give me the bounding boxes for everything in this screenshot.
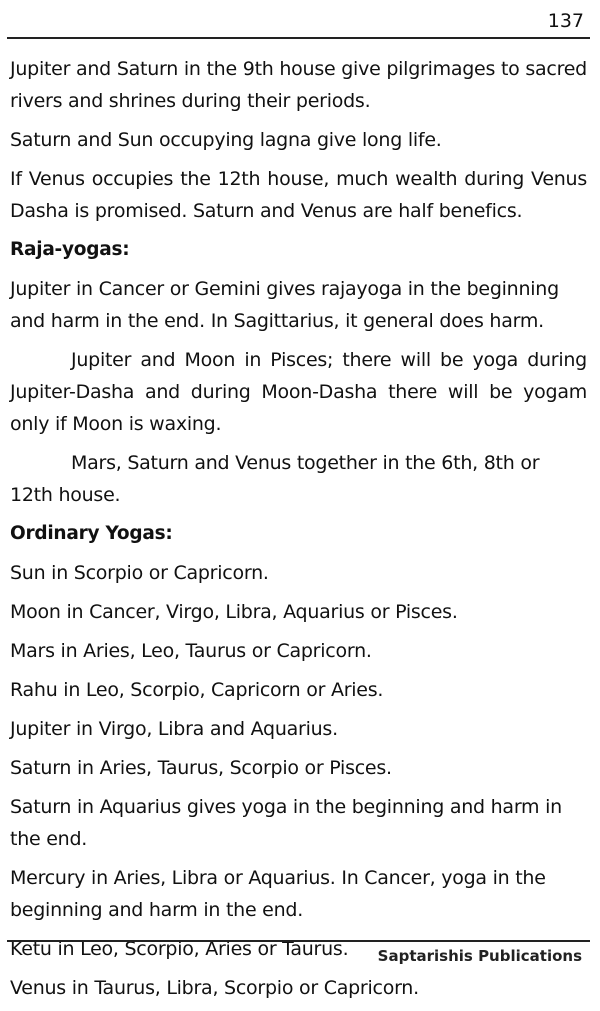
list-item: Ketu in Leo, Scorpio, Aries or Taurus. [10,938,349,960]
list-item: Jupiter in Virgo, Libra and Aquarius. [10,718,338,740]
section-heading-raja-yogas: Raja-yogas: [10,239,130,260]
paragraph: Jupiter and Moon in Pisces; there will be yoga during Jupiter-Dasha and during Moon-Dasha there will be yogam only if Moon is waxing. [10,349,587,435]
list-item: Rahu in Leo, Scorpio, Capricorn or Aries. [10,679,384,701]
section-heading-ordinary-yogas: Ordinary Yogas: [10,523,173,544]
footer-rule [7,940,590,942]
page-body [10,53,587,1011]
paragraph: Mars, Saturn and Venus together in the 6th, 8th or 12th house. [10,452,540,506]
paragraph: If Venus occupies the 12th house, much wealth during Venus Dasha is promised. Saturn and Venus are half benefics. [10,168,587,222]
list-item: Saturn in Aries, Taurus, Scorpio or Pisces. [10,757,392,779]
paragraph: Saturn and Sun occupying lagna give long life. [10,129,442,151]
page-number: 137 [547,10,584,32]
header-rule [7,37,590,39]
publisher-footer: Saptarishis Publications [377,947,582,965]
list-item: Sun in Scorpio or Capricorn. [10,562,269,584]
list-item: Moon in Cancer, Virgo, Libra, Aquarius or Pisces. [10,601,458,623]
paragraph: Jupiter and Saturn in the 9th house give pilgrimages to sacred rivers and shrines during their periods. [10,58,587,112]
list-item: Venus in Taurus, Libra, Scorpio or Capricorn. [10,977,419,999]
paragraph: Jupiter in Cancer or Gemini gives rajayoga in the beginning and harm in the end. In Sagittarius, it general does harm. [10,278,559,332]
list-item: Saturn in Aquarius gives yoga in the beginning and harm in the end. [10,796,562,850]
list-item: Mars in Aries, Leo, Taurus or Capricorn. [10,640,372,662]
list-item: Mercury in Aries, Libra or Aquarius. In Cancer, yoga in the beginning and harm in the end. [10,867,546,921]
